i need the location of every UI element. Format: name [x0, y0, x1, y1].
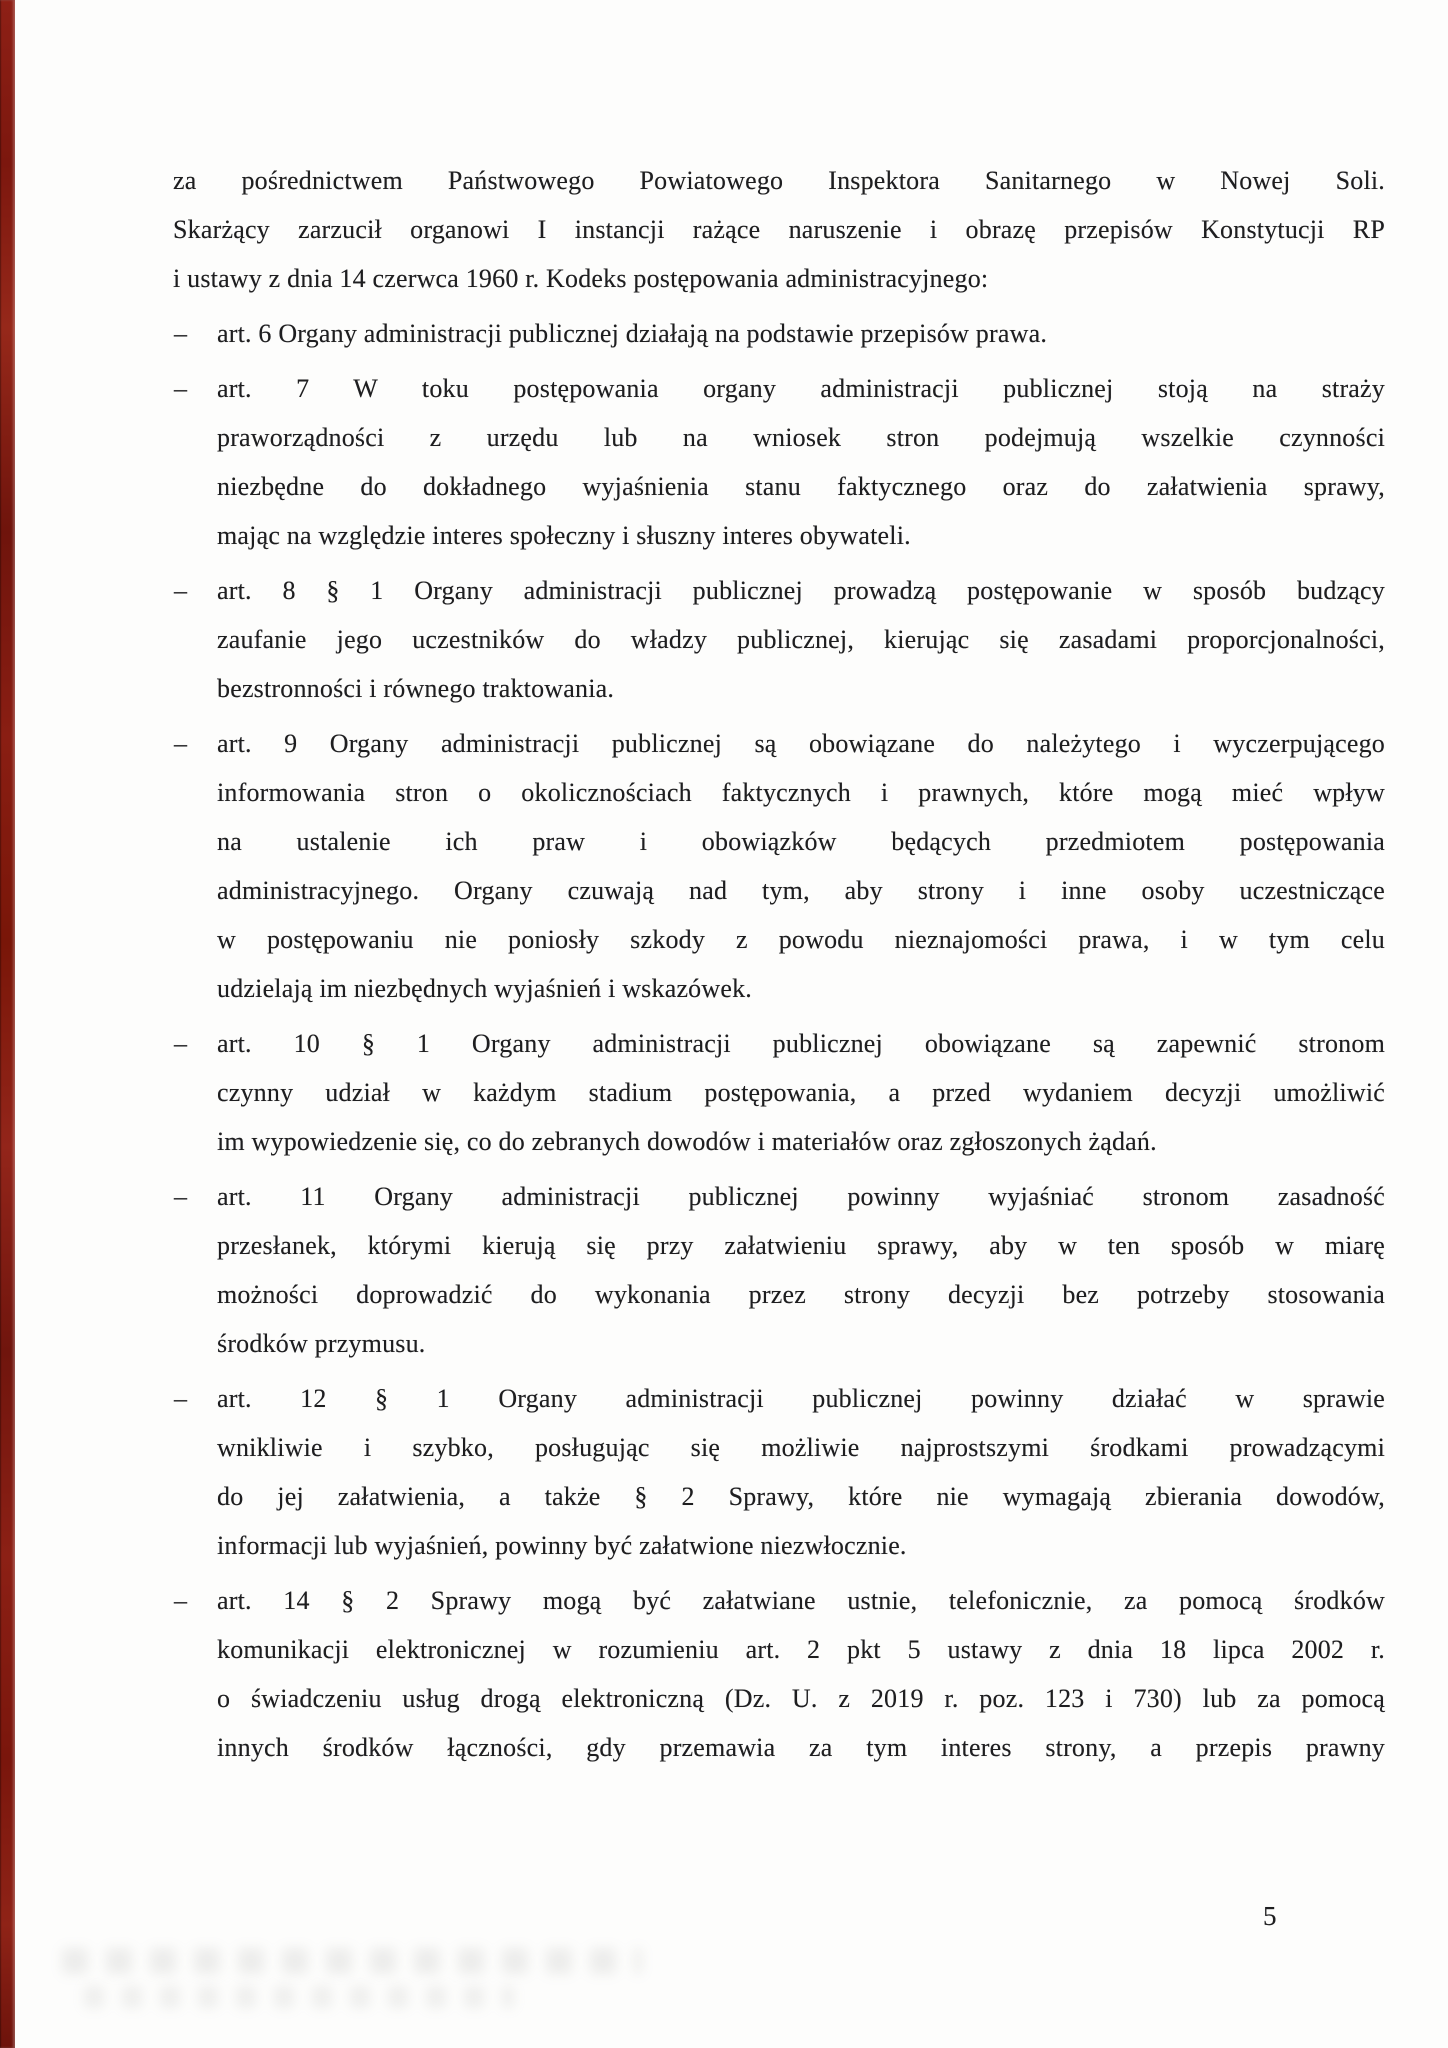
text-line: art. 6 Organy administracji publicznej działają na podstawie przepisów prawa. — [217, 319, 1048, 348]
text-line: udzielają im niezbędnych wyjaśnień i wskazówek. — [217, 974, 752, 1003]
document-text — [173, 156, 1385, 1778]
dash-marker: – — [174, 319, 188, 348]
text-line: za pośrednictwem Państwowego Powiatowego Inspektora Sanitarnego w Nowej Soli. — [173, 166, 1385, 195]
text-line: o świadczeniu usług drogą elektroniczną (Dz. U. z 2019 r. poz. 123 i 730) lub za pomocą — [217, 1684, 1385, 1713]
text-line: administracyjnego. Organy czuwają nad tym, aby strony i inne osoby uczestniczące — [217, 876, 1385, 905]
text-line: bezstronności i równego traktowania. — [217, 674, 615, 703]
list-item — [173, 309, 1385, 358]
list-item — [173, 719, 1385, 1013]
scan-smudge — [62, 1948, 642, 1974]
text-line: art. 9 Organy administracji publicznej są obowiązane do należytego i wyczerpującego — [217, 729, 1385, 758]
dash-marker: – — [174, 1586, 188, 1615]
text-line: Skarżący zarzucił organowi I instancji rażące naruszenie i obrazę przepisów Konstytucji RP — [173, 215, 1385, 244]
intro-paragraph — [173, 156, 1385, 303]
text-line: art. 7 W toku postępowania organy administracji publicznej stoją na straży — [217, 374, 1385, 403]
text-line: środków przymusu. — [217, 1329, 426, 1358]
text-line: na ustalenie ich praw i obowiązków będących przedmiotem postępowania — [217, 827, 1385, 856]
article-list — [173, 309, 1385, 1772]
text-line: art. 14 § 2 Sprawy mogą być załatwiane ustnie, telefonicznie, za pomocą środków — [217, 1586, 1385, 1615]
page-number: 5 — [1263, 1901, 1277, 1931]
dash-marker: – — [174, 576, 188, 605]
text-line: czynny udział w każdym stadium postępowania, a przed wydaniem decyzji umożliwić — [217, 1078, 1385, 1107]
text-line: informowania stron o okolicznościach faktycznych i prawnych, które mogą mieć wpływ — [217, 778, 1385, 807]
text-line: praworządności z urzędu lub na wniosek stron podejmują wszelkie czynności — [217, 423, 1385, 452]
list-item — [173, 566, 1385, 713]
text-line: możności doprowadzić do wykonania przez strony decyzji bez potrzeby stosowania — [217, 1280, 1385, 1309]
text-line: wnikliwie i szybko, posługując się możliwie najprostszymi środkami prowadzącymi — [217, 1433, 1385, 1462]
list-item — [173, 1172, 1385, 1368]
text-line: niezbędne do dokładnego wyjaśnienia stanu faktycznego oraz do załatwienia sprawy, — [217, 472, 1385, 501]
text-line: mając na względzie interes społeczny i słuszny interes obywateli. — [217, 521, 911, 550]
text-line: im wypowiedzenie się, co do zebranych dowodów i materiałów oraz zgłoszonych żądań. — [217, 1127, 1157, 1156]
dash-marker: – — [174, 729, 188, 758]
list-item — [173, 1374, 1385, 1570]
text-line: w postępowaniu nie poniosły szkody z powodu nieznajomości prawa, i w tym celu — [217, 925, 1385, 954]
text-line: przesłanek, którymi kierują się przy załatwieniu sprawy, aby w ten sposób w miarę — [217, 1231, 1385, 1260]
text-line: innych środków łączności, gdy przemawia za tym interes strony, a przepis prawny — [217, 1733, 1385, 1762]
text-line: art. 11 Organy administracji publicznej powinny wyjaśniać stronom zasadność — [217, 1182, 1385, 1211]
text-line: i ustawy z dnia 14 czerwca 1960 r. Kodeks postępowania administracyjnego: — [173, 264, 989, 293]
list-item — [173, 1576, 1385, 1772]
text-line: zaufanie jego uczestników do władzy publicznej, kierując się zasadami proporcjonalności, — [217, 625, 1385, 654]
text-line: art. 8 § 1 Organy administracji publicznej prowadzą postępowanie w sposób budzący — [217, 576, 1385, 605]
text-line: informacji lub wyjaśnień, powinny być załatwione niezwłocznie. — [217, 1531, 907, 1560]
dash-marker: – — [174, 1384, 188, 1413]
text-line: art. 12 § 1 Organy administracji publicznej powinny działać w sprawie — [217, 1384, 1385, 1413]
scan-edge-strip — [0, 0, 15, 2048]
dash-marker: – — [174, 1182, 188, 1211]
text-line: komunikacji elektronicznej w rozumieniu art. 2 pkt 5 ustawy z dnia 18 lipca 2002 r. — [217, 1635, 1385, 1664]
list-item — [173, 364, 1385, 560]
scan-smudge — [84, 1986, 514, 2008]
dash-marker: – — [174, 1029, 188, 1058]
list-item — [173, 1019, 1385, 1166]
dash-marker: – — [174, 374, 188, 403]
text-line: do jej załatwienia, a także § 2 Sprawy, które nie wymagają zbierania dowodów, — [217, 1482, 1385, 1511]
text-line: art. 10 § 1 Organy administracji publicznej obowiązane są zapewnić stronom — [217, 1029, 1385, 1058]
